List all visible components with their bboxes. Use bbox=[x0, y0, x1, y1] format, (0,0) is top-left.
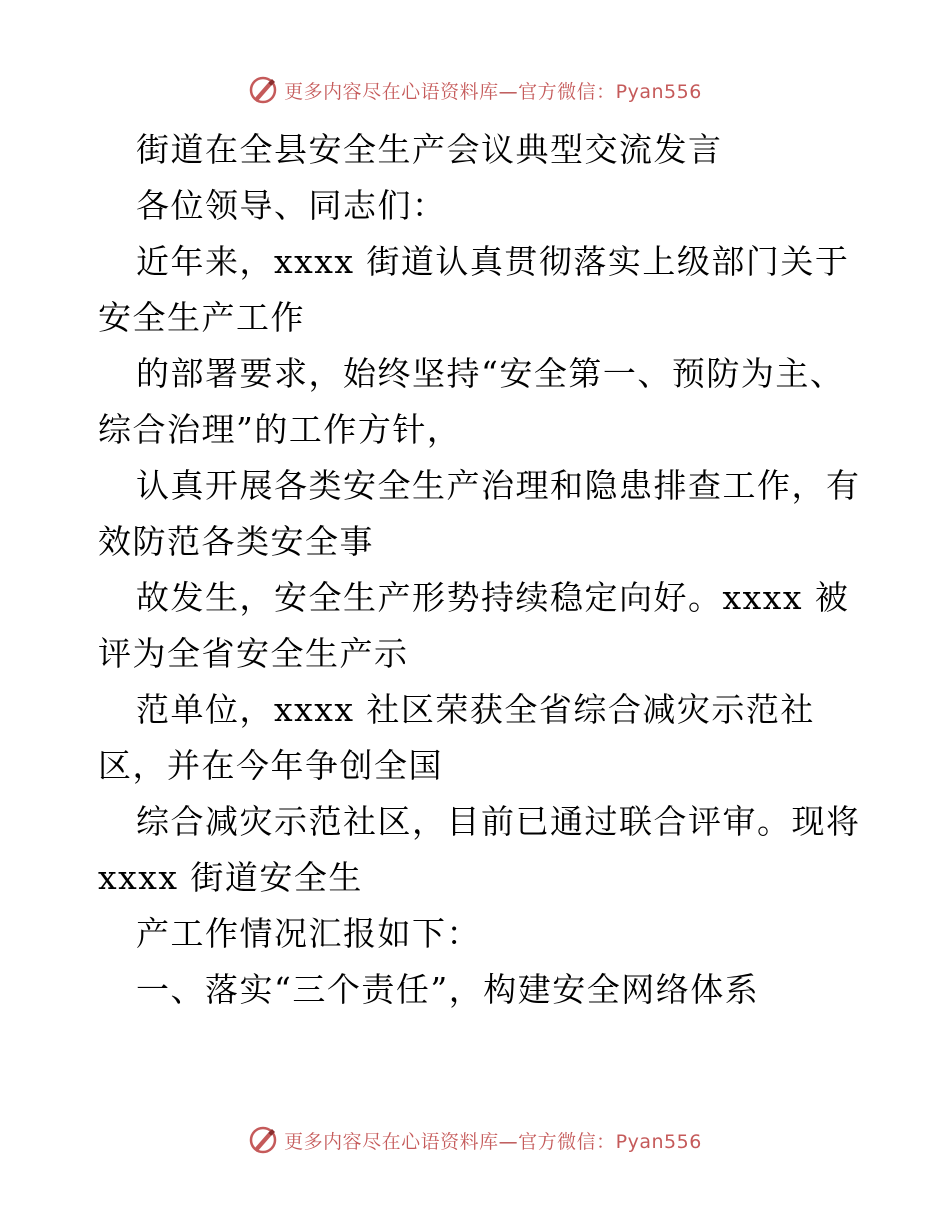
paragraph-line: 产工作情况汇报如下： bbox=[136, 914, 481, 953]
watermark-text: 更多内容尽在心语资料库—官方微信：Pyan556 bbox=[284, 80, 702, 103]
paragraph-line: 区，并在今年争创全国 bbox=[98, 746, 443, 785]
footer-watermark bbox=[0, 1120, 950, 1160]
document-body bbox=[98, 122, 861, 1018]
pen-logo-icon bbox=[248, 1125, 278, 1155]
paragraph-line: 安全生产工作 bbox=[98, 298, 305, 337]
paragraph-line: 综合减灾示范社区，目前已通过联合评审。现将 bbox=[136, 802, 861, 841]
section-heading: 一、落实“三个责任”，构建安全网络体系 bbox=[136, 970, 760, 1009]
document-title: 街道在全县安全生产会议典型交流发言 bbox=[136, 130, 723, 169]
paragraph-line: 故发生，安全生产形势持续稳定向好。xxxx 被 bbox=[136, 578, 850, 617]
paragraph-line: 近年来，xxxx 街道认真贯彻落实上级部门关于 bbox=[136, 242, 850, 281]
paragraph-line: 效防范各类安全事 bbox=[98, 522, 374, 561]
watermark-text: 更多内容尽在心语资料库—官方微信：Pyan556 bbox=[284, 1130, 702, 1153]
paragraph-line: 评为全省安全生产示 bbox=[98, 634, 409, 673]
pen-logo-icon bbox=[248, 75, 278, 105]
paragraph-line: 综合治理”的工作方针， bbox=[98, 410, 462, 449]
paragraph-line: xxxx 街道安全生 bbox=[98, 858, 363, 897]
salutation: 各位领导、同志们： bbox=[136, 186, 447, 225]
header-watermark bbox=[0, 70, 950, 110]
paragraph-line: 的部署要求，始终坚持“安全第一、预防为主、 bbox=[136, 354, 845, 393]
paragraph-line: 认真开展各类安全生产治理和隐患排查工作，有 bbox=[136, 466, 861, 505]
paragraph-line: 范单位，xxxx 社区荣获全省综合减灾示范社 bbox=[136, 690, 815, 729]
